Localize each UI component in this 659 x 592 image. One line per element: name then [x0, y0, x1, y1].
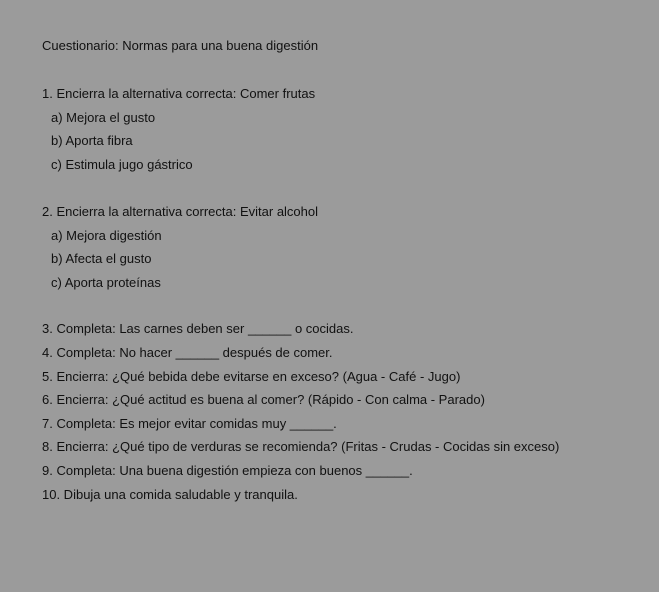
question-1-prompt: 1. Encierra la alternativa correcta: Comer frutas [42, 86, 316, 101]
question-8: 8. Encierra: ¿Qué tipo de verduras se recomienda? (Fritas - Crudas - Cocidas sin exceso) [42, 439, 560, 454]
question-1-option-c: c) Estimula jugo gástrico [51, 157, 193, 172]
question-3: 3. Completa: Las carnes deben ser ______ o cocidas. [42, 321, 354, 336]
question-5: 5. Encierra: ¿Qué bebida debe evitarse en exceso? (Agua - Café - Jugo) [42, 369, 461, 384]
question-6: 6. Encierra: ¿Qué actitud es buena al comer? (Rápido - Con calma - Parado) [42, 392, 485, 407]
question-9: 9. Completa: Una buena digestión empieza con buenos ______. [42, 463, 413, 478]
page-title: Cuestionario: Normas para una buena digestión [42, 38, 319, 53]
question-10: 10. Dibuja una comida saludable y tranquila. [42, 487, 298, 502]
question-1-option-b: b) Aporta fibra [51, 133, 133, 148]
question-7: 7. Completa: Es mejor evitar comidas muy ______. [42, 416, 337, 431]
question-1-option-a: a) Mejora el gusto [51, 110, 156, 125]
question-2-option-b: b) Afecta el gusto [51, 251, 152, 266]
question-2-option-c: c) Aporta proteínas [51, 275, 161, 290]
question-2-prompt: 2. Encierra la alternativa correcta: Evitar alcohol [42, 204, 319, 219]
question-2-option-a: a) Mejora digestión [51, 228, 162, 243]
question-4: 4. Completa: No hacer ______ después de comer. [42, 345, 333, 360]
